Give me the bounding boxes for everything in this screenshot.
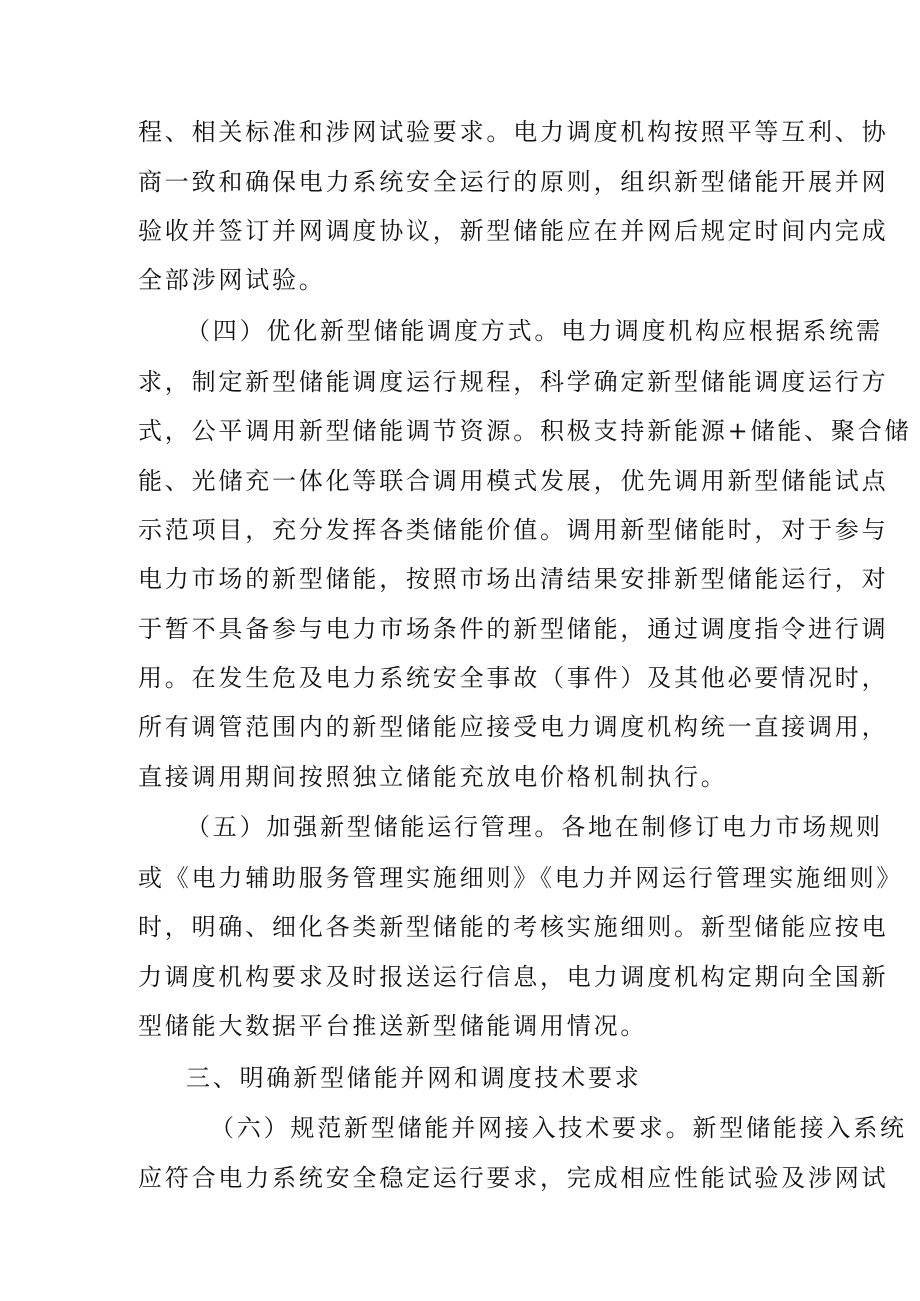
section-four-start: （四）优化新型储能调度方式。电力调度机构应根据系统需	[186, 317, 883, 345]
paragraph-line: 直接调用期间按照独立储能充放电价格机制执行。	[138, 763, 728, 791]
paragraph-line: 型储能大数据平台推送新型储能调用情况。	[138, 1012, 648, 1040]
paragraph-line: 所有调管范围内的新型储能应接受电力调度机构统一直接调用，	[138, 713, 889, 741]
paragraph-line: 或《电力辅助服务管理实施细则》《电力并网运行管理实施细则》	[138, 864, 904, 892]
section-heading: 三、明确新型储能并网和调度技术要求	[186, 1064, 642, 1092]
paragraph-line: 程、相关标准和涉网试验要求。电力调度机构按照平等互利、协	[138, 118, 889, 146]
paragraph-line: 电力市场的新型储能，按照市场出清结果安排新型储能运行，对	[138, 565, 889, 593]
paragraph-line: 求，制定新型储能调度运行规程，科学确定新型储能调度运行方	[138, 368, 889, 396]
paragraph-line: 式，公平调用新型储能调节资源。积极支持新能源+储能、聚合储	[138, 417, 912, 445]
paragraph-line: 商一致和确保电力系统安全运行的原则，组织新型储能开展并网	[138, 168, 889, 196]
paragraph-line: 全部涉网试验。	[138, 266, 326, 294]
section-five-start: （五）加强新型储能运行管理。各地在制修订电力市场规则	[186, 813, 883, 841]
section-six-start: （六）规范新型储能并网接入技术要求。新型储能接入系统	[210, 1114, 907, 1142]
paragraph-line: 时，明确、细化各类新型储能的考核实施细则。新型储能应按电	[138, 913, 889, 941]
paragraph-line: 示范项目，充分发挥各类储能价值。调用新型储能时，对于参与	[138, 516, 889, 544]
paragraph-line: 力调度机构要求及时报送运行信息，电力调度机构定期向全国新	[138, 963, 889, 991]
paragraph-line: 验收并签订并网调度协议，新型储能应在并网后规定时间内完成	[138, 217, 889, 245]
paragraph-line: 能、光储充一体化等联合调用模式发展，优先调用新型储能试点	[138, 467, 889, 495]
paragraph-line: 用。在发生危及电力系统安全事故（事件）及其他必要情况时，	[138, 664, 889, 692]
paragraph-line: 应符合电力系统安全稳定运行要求，完成相应性能试验及涉网试	[138, 1164, 889, 1192]
paragraph-line: 于暂不具备参与电力市场条件的新型储能，通过调度指令进行调	[138, 615, 889, 643]
